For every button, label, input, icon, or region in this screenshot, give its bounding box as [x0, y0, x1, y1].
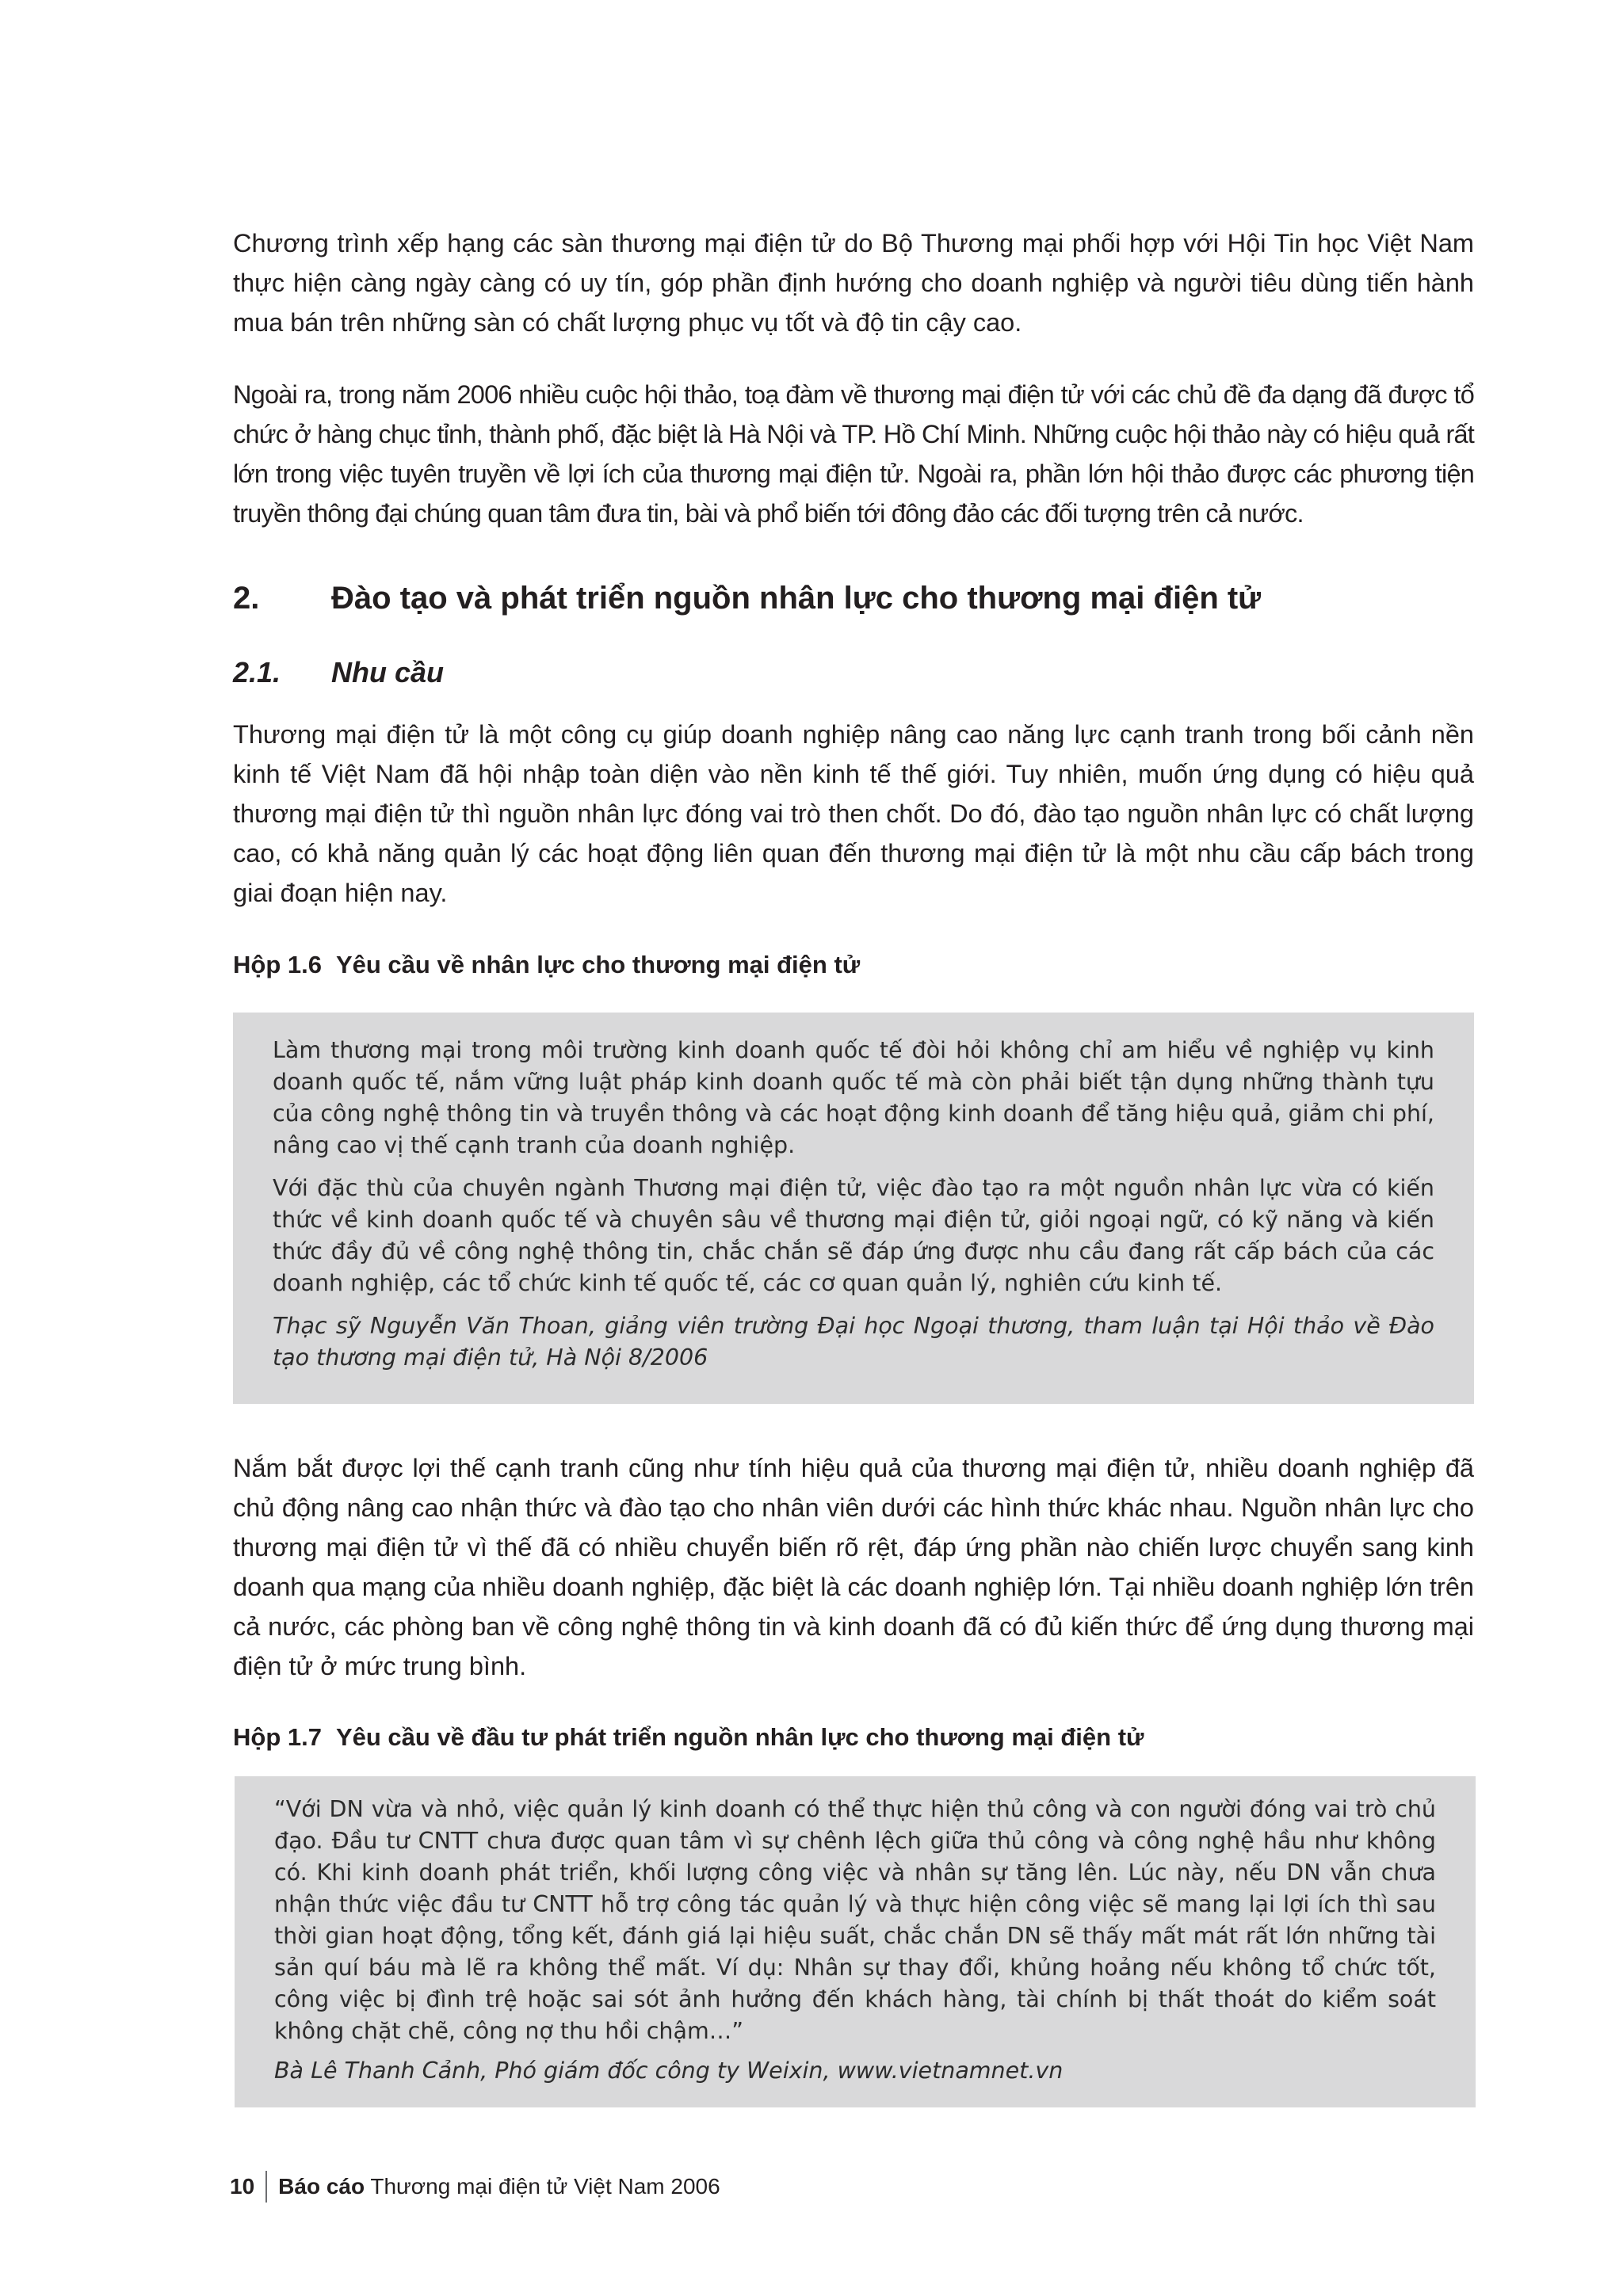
box-source: Thạc sỹ Nguyễn Văn Thoan, giảng viên trường Đại học Ngoại thương, tham luận tại Hội thảo về Đào tạo thương mại điện tử, Hà Nội 8/2006 [273, 1313, 1434, 1371]
report-label-bold: Báo cáo [278, 2174, 365, 2199]
box-caption-1-6 [233, 949, 860, 981]
box-title: Yêu cầu về nhân lực cho thương mại điện tử [335, 951, 861, 978]
body-paragraph: Chương trình xếp hạng các sàn thương mại điện tử do Bộ Thương mại phối hợp với Hội Tin học Việt Nam thực hiện càng ngày càng có uy tín, góp phần định hướng cho doanh nghiệp và người tiêu dùng tiến hành mua bán trên những sàn có chất lượng phục vụ tốt và độ tin cậy cao. [233, 229, 1474, 337]
box-caption-1-7 [233, 1722, 1144, 1753]
page-footer [230, 2169, 720, 2204]
paragraph-nhucau [233, 715, 1474, 913]
box-source: Bà Lê Thanh Cảnh, Phó giám đốc công ty Weixin, www.vietnamnet.vn [274, 2058, 1064, 2084]
section-title: Đào tạo và phát triển nguồn nhân lực cho thương mại điện tử [331, 581, 1262, 616]
footer-divider [265, 2171, 267, 2203]
box-paragraph: Với đặc thù của chuyên ngành Thương mại điện tử, việc đào tạo ra một nguồn nhân lực vừa có kiến thức về kinh doanh quốc tế và chuyên sâu về thương mại điện tử, giỏi ngoại ngữ, có kỹ năng và kiến thức đầy đủ về công nghệ thông tin, chắc chắn sẽ đáp ứng được nhu cầu đang rất cấp bách của các doanh nghiệp, các tổ chức kinh tế quốc tế, các cơ quan quản lý, nghiên cứu kinh tế. [273, 1175, 1434, 1296]
report-label: Thương mại điện tử Việt Nam 2006 [365, 2174, 720, 2199]
paragraph-loithe [233, 1448, 1474, 1686]
section-number: 2. [233, 581, 260, 616]
box-title: Yêu cầu về đầu tư phát triển nguồn nhân lực cho thương mại điện tử [335, 1723, 1144, 1751]
body-paragraph: Ngoài ra, trong năm 2006 nhiều cuộc hội thảo, toạ đàm về thương mại điện tử với các chủ đề đa dạng đã được tổ chức ở hàng chục tỉnh, thành phố, đặc biệt là Hà Nội và TP. Hồ Chí Minh. Những cuộc hội thảo này có hiệu quả rất lớn trong việc tuyên truyền về lợi ích của thương mại điện tử. Ngoài ra, phần lớn hội thảo được các phương tiện truyền thông đại chúng quan tâm đưa tin, bài và phổ biến tới đông đảo các đối tượng trên cả nước. [233, 380, 1474, 528]
box-paragraph: Làm thương mại trong môi trường kinh doanh quốc tế đòi hỏi không chỉ am hiểu về nghiệp vụ kinh doanh quốc tế, nắm vững luật pháp kinh doanh quốc tế mà còn phải biết tận dụng những thành tựu của công nghệ thông tin và truyền thông và các hoạt động kinh doanh để tăng hiệu quả, giảm chi phí, nâng cao vị thế cạnh tranh của doanh nghiệp. [273, 1037, 1434, 1158]
box-label: Hộp 1.6 [233, 951, 322, 978]
paragraph-hoithao [233, 375, 1474, 533]
quote-box-1-7 [235, 1776, 1476, 2107]
subsection-number: 2.1. [233, 656, 281, 688]
body-paragraph: Thương mại điện tử là một công cụ giúp doanh nghiệp nâng cao năng lực cạnh tranh trong bối cảnh nền kinh tế Việt Nam đã hội nhập toàn diện vào nền kinh tế thế giới. Tuy nhiên, muốn ứng dụng có hiệu quả thương mại điện tử thì nguồn nhân lực đóng vai trò then chốt. Do đó, đào tạo nguồn nhân lực có chất lượng cao, có khả năng quản lý các hoạt động liên quan đến thương mại điện tử là một nhu cầu cấp bách trong giai đoạn hiện nay. [233, 720, 1474, 907]
body-paragraph: Nắm bắt được lợi thế cạnh tranh cũng như tính hiệu quả của thương mại điện tử, nhiều doanh nghiệp đã chủ động nâng cao nhận thức và đào tạo cho nhân viên dưới các hình thức khác nhau. Nguồn nhân lực cho thương mại điện tử vì thế đã có nhiều chuyển biến rõ rệt, đáp ứng phần nào chiến lược chuyển sang kinh doanh qua mạng của nhiều doanh nghiệp, đặc biệt là các doanh nghiệp lớn. Tại nhiều doanh nghiệp lớn trên cả nước, các phòng ban về công nghệ thông tin và kinh doanh đã có đủ kiến thức để ứng dụng thương mại điện tử ở mức trung bình. [233, 1454, 1474, 1680]
subsection-title: Nhu cầu [331, 656, 445, 688]
paragraph-sanxephang [233, 223, 1474, 342]
box-label: Hộp 1.7 [233, 1723, 322, 1751]
box-paragraph: “Với DN vừa và nhỏ, việc quản lý kinh doanh có thể thực hiện thủ công và con người đóng vai trò chủ đạo. Đầu tư CNTT chưa được quan tâm vì sự chênh lệch giữa thủ công và công nghệ hầu như không có. Khi kinh doanh phát triển, khối lượng công việc và nhân sự tăng lên. Lúc này, nếu DN vẫn chưa nhận thức việc đầu tư CNTT hỗ trợ công tác quản lý và thực hiện công việc sẽ mang lại lợi ích thì sau thời gian hoạt động, tổng kết, đánh giá lại hiệu suất, chắc chắn DN sẽ thấy mất mát rất lớn những tài sản quí báu mà lẽ ra không thể mất. Ví dụ: Nhân sự thay đổi, khủng hoảng nếu không tổ chức tốt, công việc bị đình trệ hoặc sai sót ảnh hưởng đến khách hàng, tài chính bị thất thoát do kiểm soát không chặt chẽ, công nợ thu hồi chậm…” [274, 1796, 1436, 2044]
page-number: 10 [230, 2174, 255, 2199]
quote-box-1-6 [233, 1013, 1474, 1404]
